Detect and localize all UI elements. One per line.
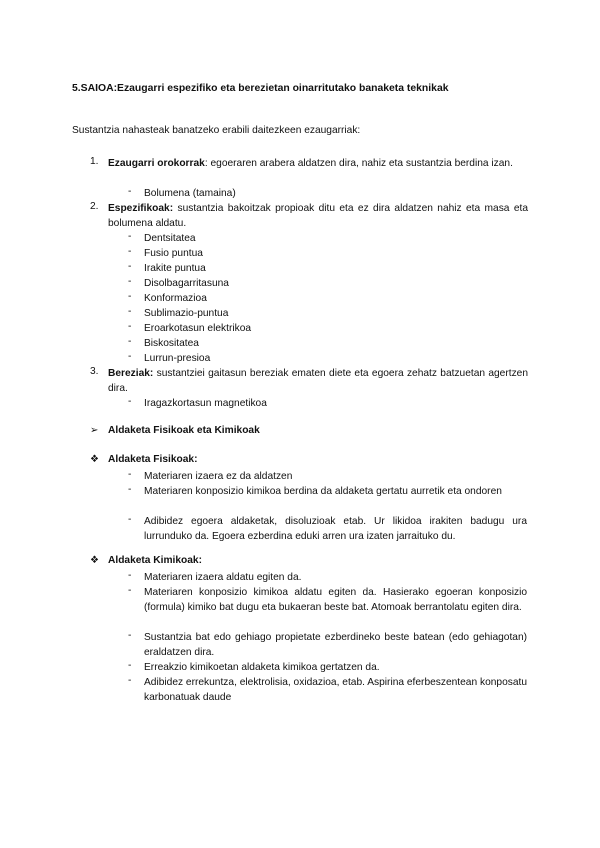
- list-label-2: Espezifikoak:: [108, 203, 174, 214]
- list-subitem: Sublimazio-puntua: [144, 308, 229, 319]
- list-item-2: [108, 201, 528, 231]
- list-subitem: Disolbagarritasuna: [144, 278, 229, 289]
- fisikoak-item: Adibidez egoera aldaketak, disoluzioak etab. Ur likidoa irakiten badugu ura lurrunduko da. Egoera ezberdina eduki arren ura izaten jarraituko du.: [144, 516, 527, 542]
- dash-marker: -: [128, 276, 132, 287]
- dash-marker: -: [128, 186, 132, 197]
- list-text-3: sustantziei gaitasun bereziak ematen diete eta egoera zehatz batzuetan agertzen dira.: [108, 368, 528, 394]
- list-subitem: Eroarkotasun elektrikoa: [144, 323, 252, 334]
- fisikoak-item: Materiaren konposizio kimikoa berdina da aldaketa gertatu aurretik eta ondoren: [144, 486, 502, 497]
- list-subitem: Bolumena (tamaina): [144, 188, 236, 199]
- dash-marker: -: [128, 336, 132, 347]
- dash-marker: -: [128, 514, 132, 525]
- list-number-2: 2.: [90, 201, 99, 212]
- dash-marker: -: [128, 585, 132, 596]
- arrow-bullet-icon: ➢: [90, 425, 99, 436]
- page-title: 5.SAIOA:Ezaugarri espezifiko eta berezietan oinarritutako banaketa teknikak: [72, 83, 449, 94]
- list-subitem: Iragazkortasun magnetikoa: [144, 398, 267, 409]
- kimikoak-item: Materiaren izaera aldatu egiten da.: [144, 572, 302, 583]
- section-heading: Aldaketa Fisikoak eta Kimikoak: [108, 425, 260, 436]
- list-number-3: 3.: [90, 366, 99, 377]
- kimikoak-item: Sustantzia bat edo gehiago propietate ezberdineko beste batean (edo gehiagotan) eraldatzen dira.: [144, 632, 527, 658]
- dash-marker: -: [128, 291, 132, 302]
- dash-marker: -: [128, 321, 132, 332]
- list-subitem: Konformazioa: [144, 293, 207, 304]
- list-item-1: [108, 156, 528, 171]
- list-subitem: Biskositatea: [144, 338, 199, 349]
- list-text-1: : egoeraren arabera aldatzen dira, nahiz eta sustantzia berdina izan.: [204, 158, 513, 169]
- kimikoak-item: Materiaren konposizio kimikoa aldatu egiten da. Hasierako egoeran konposizio (formula) kimiko bat dugu eta bukaeran beste bat. Atomoak berrantolatu egiten dira.: [144, 587, 527, 613]
- dash-marker: -: [128, 630, 132, 641]
- kimikoak-item: Erreakzio kimikoetan aldaketa kimikoa gertatzen da.: [144, 662, 380, 673]
- dash-marker: -: [128, 396, 132, 407]
- dash-marker: -: [128, 246, 132, 257]
- fisikoak-item: Materiaren izaera ez da aldatzen: [144, 471, 293, 482]
- list-number-1: 1.: [90, 156, 99, 167]
- list-subitem: Irakite puntua: [144, 263, 206, 274]
- dash-marker: -: [128, 675, 132, 686]
- dash-marker: -: [128, 351, 132, 362]
- dash-marker: -: [128, 261, 132, 272]
- dash-marker: -: [128, 570, 132, 581]
- dash-marker: -: [128, 484, 132, 495]
- intro-text: Sustantzia nahasteak banatzeko erabili daitezkeen ezaugarriak:: [72, 125, 361, 136]
- list-label-3: Bereziak:: [108, 368, 154, 379]
- list-subitem: Lurrun-presioa: [144, 353, 211, 364]
- list-item-3: [108, 366, 528, 396]
- dash-marker: -: [128, 306, 132, 317]
- dash-marker: -: [128, 231, 132, 242]
- list-label-1: Ezaugarri orokorrak: [108, 158, 205, 169]
- list-subitem: Fusio puntua: [144, 248, 203, 259]
- dash-marker: -: [128, 660, 132, 671]
- list-text-2: sustantzia bakoitzak propioak ditu eta ez dira aldatzen nahiz eta masa eta bolumena aldatu.: [108, 203, 528, 229]
- dash-marker: -: [128, 469, 132, 480]
- kimikoak-heading: Aldaketa Kimikoak:: [108, 555, 202, 566]
- diamond-bullet-icon: ❖: [90, 454, 99, 465]
- diamond-bullet-icon: ❖: [90, 555, 99, 566]
- fisikoak-heading: Aldaketa Fisikoak:: [108, 454, 198, 465]
- list-subitem: Dentsitatea: [144, 233, 196, 244]
- kimikoak-item: Adibidez errekuntza, elektrolisia, oxidazioa, etab. Aspirina eferbeszentean konposatu karbonatuak daude: [144, 677, 527, 703]
